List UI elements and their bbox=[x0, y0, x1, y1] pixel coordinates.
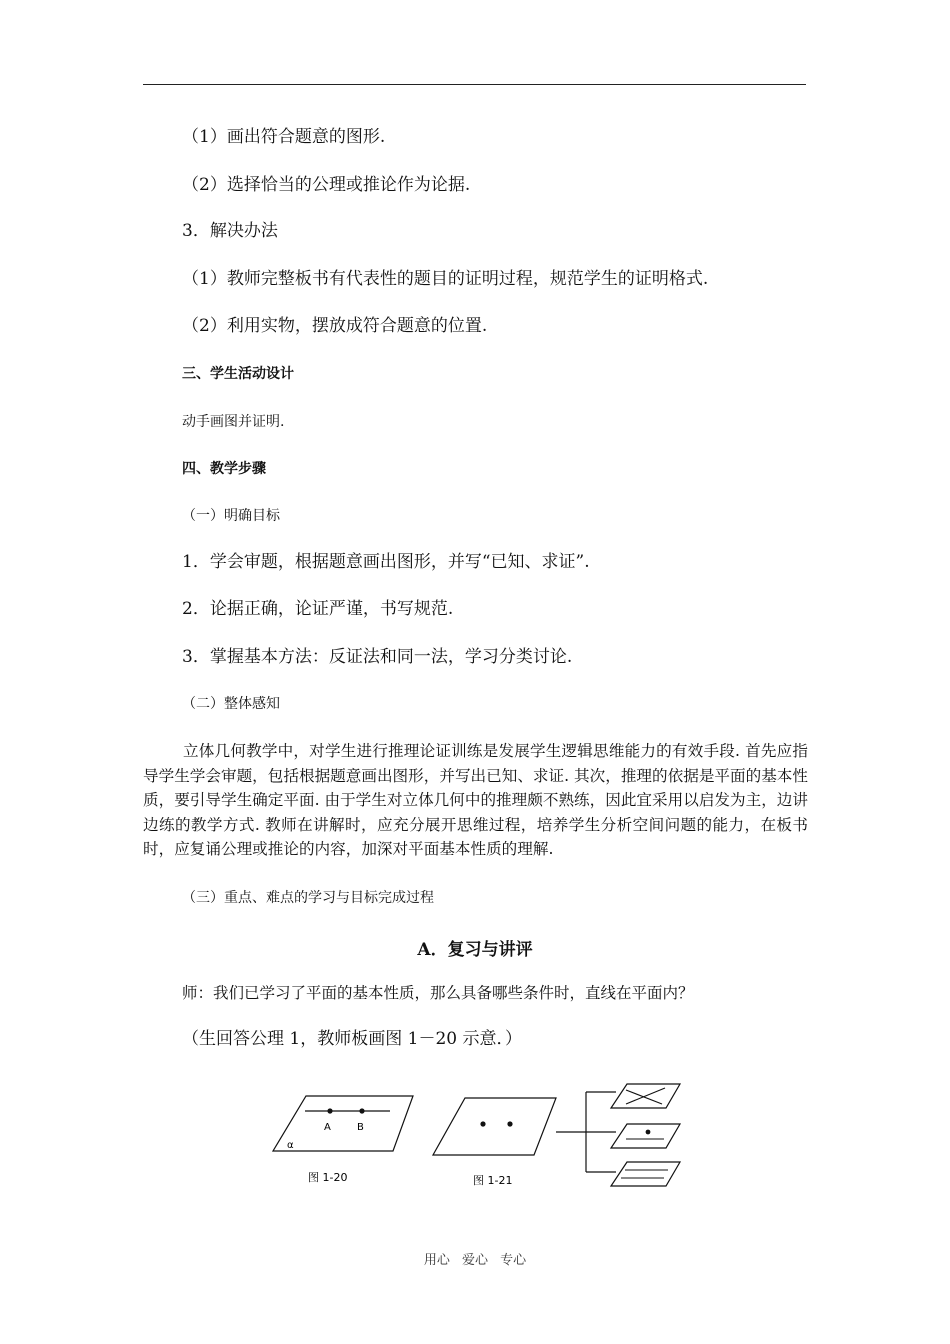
point-b-dot bbox=[359, 1108, 364, 1113]
figure-caption: 图 1-20 bbox=[308, 1171, 348, 1184]
section-heading: 四、教学步骤 bbox=[182, 461, 266, 477]
cross-line bbox=[626, 1088, 665, 1104]
point-dot bbox=[507, 1121, 512, 1126]
subsection-heading: （一）明确目标 bbox=[182, 508, 280, 524]
student-answer: （生回答公理 1，教师板画图 1－20 示意．） bbox=[182, 1029, 522, 1049]
figure-1-20 bbox=[273, 1096, 413, 1184]
point-dot bbox=[480, 1121, 485, 1126]
small-plane-parallel bbox=[611, 1162, 680, 1186]
text-line: （2）选择恰当的公理或推论作为论据. bbox=[182, 175, 471, 195]
footer-text: 用心 bbox=[423, 1253, 450, 1268]
plane-label: α bbox=[287, 1140, 294, 1151]
teacher-question: 师：我们已学习了平面的基本性质，那么具备哪些条件时，直线在平面内？ bbox=[182, 984, 694, 1002]
point-a-dot bbox=[327, 1108, 332, 1113]
goal-item: 2．论据正确，论证严谨，书写规范. bbox=[182, 599, 454, 619]
small-plane-point-line bbox=[611, 1124, 680, 1148]
plane-alpha-shape bbox=[273, 1096, 413, 1151]
body-paragraph: 立体几何教学中，对学生进行推理论证训练是发展学生逻辑思维能力的有效手段. 首先应指导学生学会审题，包括根据题意画出图形，并写出已知、求证. 其次，推理的依据是平面的基本性质，要引导学生确定平面. 由于学生对立体几何中的推理颇不熟练，因此宜采用以启发为主，边讲边练的教学方式. 教师在讲解时，应充分展开思维过程，培养学生分析空间问题的能力，在板书时，应复诵公理或推论的内容，加深对平面基本性质的理解. bbox=[143, 742, 808, 859]
point-dot bbox=[646, 1130, 651, 1135]
footer-text: 专心 bbox=[500, 1253, 527, 1268]
text-line: （1）画出符合题意的图形. bbox=[182, 127, 386, 147]
goal-item: 3．掌握基本方法：反证法和同一法，学习分类讨论. bbox=[182, 647, 573, 667]
subsection-heading: （二）整体感知 bbox=[182, 696, 280, 712]
text-line: （1）教师完整板书有代表性的题目的证明过程，规范学生的证明格式. bbox=[182, 269, 709, 289]
plane-shape bbox=[433, 1098, 556, 1155]
point-b-label: B bbox=[357, 1122, 364, 1133]
section-a-heading: A．复习与讲评 bbox=[417, 940, 533, 960]
figure-diagrams bbox=[260, 1078, 700, 1198]
text-line: （2）利用实物，摆放成符合题意的位置. bbox=[182, 316, 488, 336]
figures bbox=[260, 1078, 700, 1198]
figure-caption: 图 1-21 bbox=[473, 1174, 513, 1187]
footer-text: 爱心 bbox=[461, 1253, 488, 1268]
goal-item: 1．学会审题，根据题意画出图形，并写“已知、求证”. bbox=[182, 552, 590, 572]
section-heading: 三、学生活动设计 bbox=[182, 366, 294, 382]
point-a-label: A bbox=[324, 1122, 331, 1133]
section-text: 动手画图并证明. bbox=[182, 414, 285, 430]
subsection-heading: （三）重点、难点的学习与目标完成过程 bbox=[182, 890, 434, 906]
figure-1-21 bbox=[433, 1084, 680, 1187]
text-line: 3．解决办法 bbox=[182, 221, 278, 241]
header-rule bbox=[143, 84, 806, 85]
page-footer bbox=[0, 1249, 950, 1268]
